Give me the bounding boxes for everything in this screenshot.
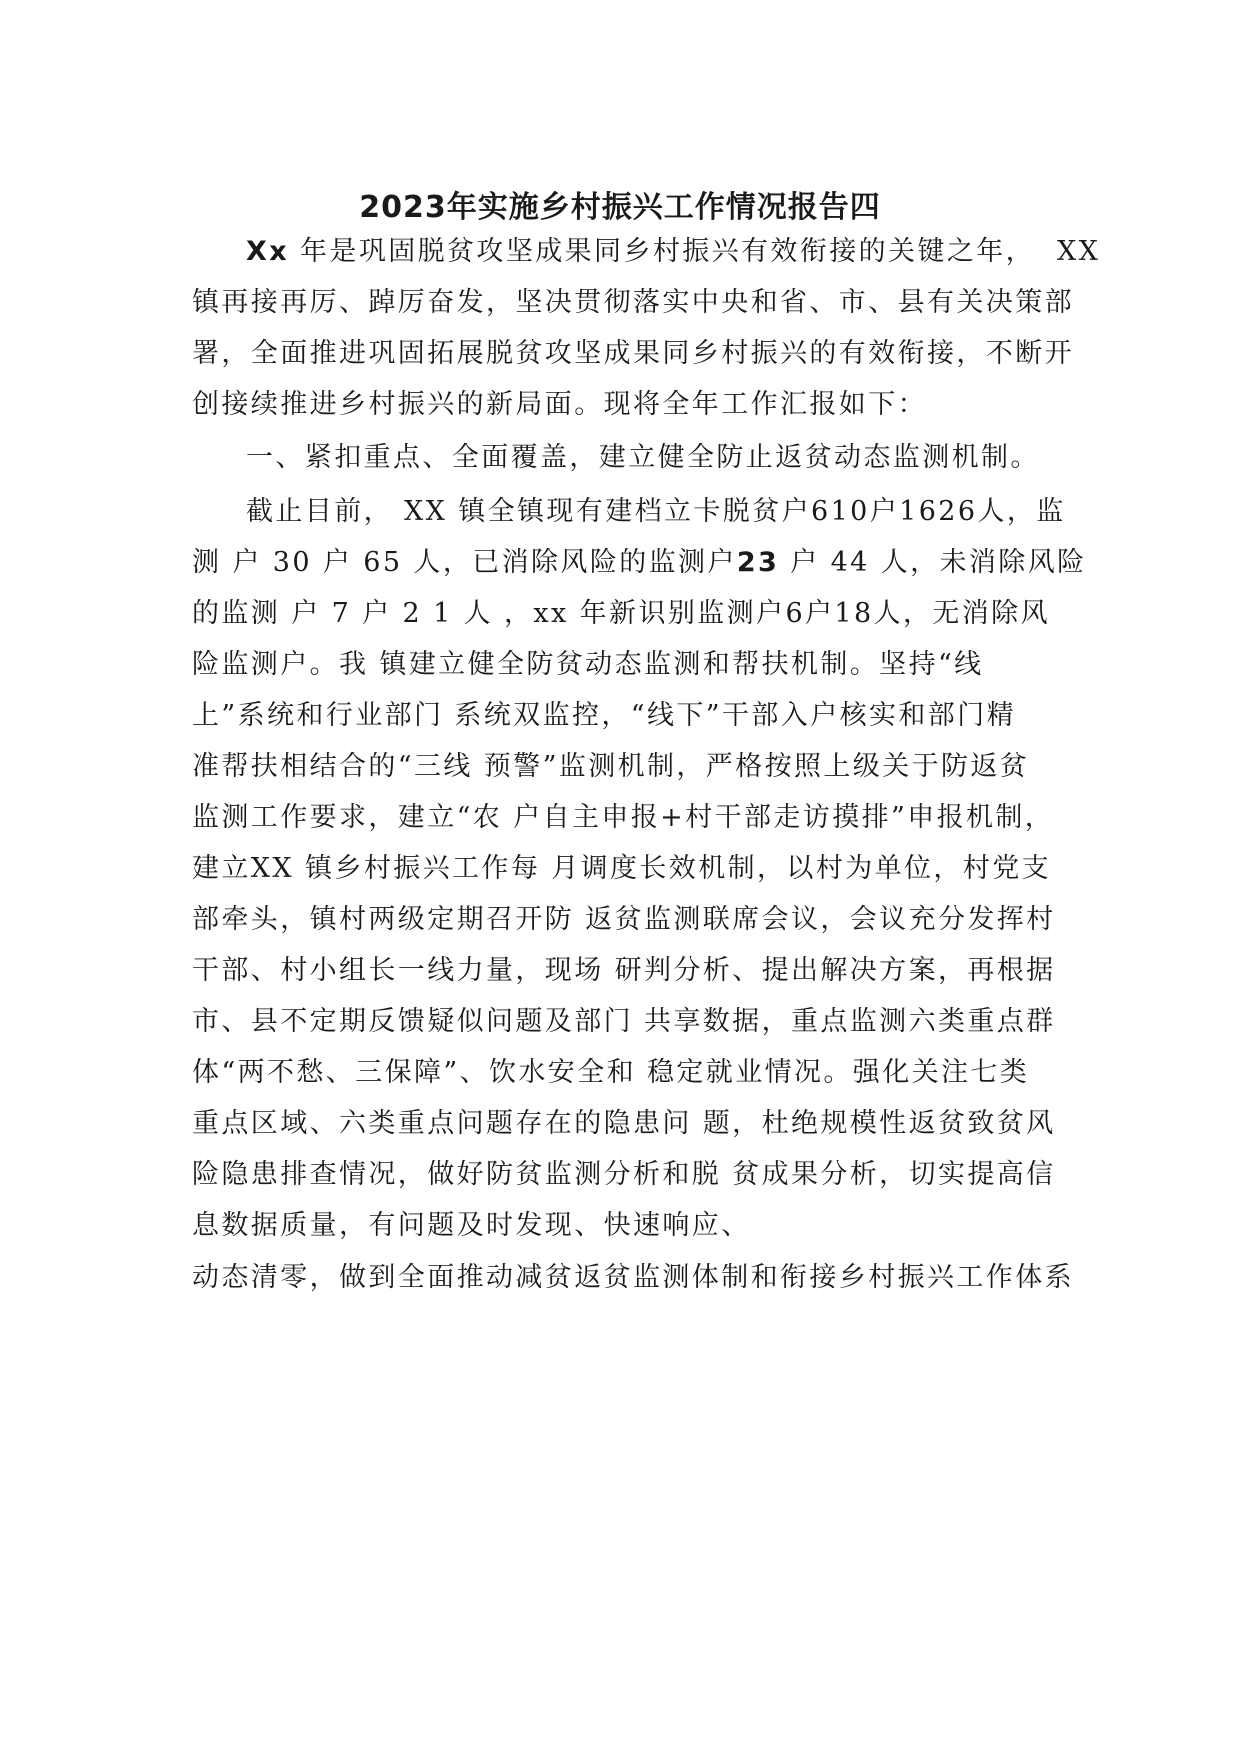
paragraph-line bbox=[192, 798, 1054, 838]
paragraph-line bbox=[192, 900, 1056, 940]
paragraph-line bbox=[192, 1002, 1056, 1042]
paragraph-line bbox=[192, 645, 984, 685]
line-text: 险监测户。我 镇建立健全防贫动态监测和帮扶机制。坚持“线 bbox=[192, 649, 984, 680]
document-title: 2023年实施乡村振兴工作情况报告四 bbox=[359, 190, 881, 225]
line-text: 测 户 30 户 65 人，已消除风险的监测户 bbox=[192, 547, 737, 578]
line-text: 体“两不愁、三保障”、饮水安全和 稳定就业情况。强化关注七类 bbox=[192, 1057, 1030, 1088]
line-text: 市、县不定期反馈疑似问题及部门 共享数据，重点监测六类重点群 bbox=[192, 1006, 1056, 1037]
line-bold-text: 23 bbox=[736, 547, 780, 578]
line-text: 监测工作要求，建立“农 户自主申报+村干部走访摸排”申报机制， bbox=[192, 802, 1055, 833]
line-text: 户 44 人，未消除风险 bbox=[779, 547, 1087, 578]
line-text: 部牵头，镇村两级定期召开防 返贫监测联席会议，会议充分发挥村 bbox=[192, 904, 1056, 935]
paragraph-line bbox=[192, 1155, 1056, 1195]
paragraph-line bbox=[192, 385, 927, 425]
paragraph-line bbox=[192, 951, 1056, 991]
line-text: 镇再接再厉、踔厉奋发，坚决贯彻落实中央和省、市、县有关决策部 bbox=[192, 287, 1074, 318]
paragraph-line bbox=[246, 492, 1066, 532]
paragraph-line bbox=[192, 543, 1087, 583]
paragraph-line bbox=[192, 849, 1051, 889]
line-text: 息数据质量，有问题及时发现、快速响应、 bbox=[192, 1210, 751, 1241]
paragraph-line bbox=[192, 594, 1050, 634]
line-text: 险隐患排查情况，做好防贫监测分析和脱 贫成果分析，切实提高信 bbox=[192, 1159, 1056, 1190]
section-heading bbox=[246, 438, 1040, 478]
line-text: 干部、村小组长一线力量，现场 研判分析、提出解决方案，再根据 bbox=[192, 955, 1056, 986]
line-text: 准帮扶相结合的“三线 预警”监测机制，严格按照上级关于防返贫 bbox=[192, 751, 1030, 782]
line-text: 年是巩固脱贫攻坚成果同乡村振兴有效衔接的关键之年， XX bbox=[289, 236, 1101, 267]
line-text: 创接续推进乡村振兴的新局面。现将全年工作汇报如下： bbox=[192, 389, 927, 420]
line-text: 一、紧扣重点、全面覆盖，建立健全防止返贫动态监测机制。 bbox=[246, 442, 1040, 473]
paragraph-line bbox=[192, 1206, 751, 1246]
paragraph-line bbox=[192, 1258, 1074, 1298]
paragraph-line bbox=[192, 1053, 1029, 1093]
line-text: 重点区域、六类重点问题存在的隐患问 题，杜绝规模性返贫致贫风 bbox=[192, 1108, 1056, 1139]
line-text: 署，全面推进巩固拓展脱贫攻坚成果同乡村振兴的有效衔接，不断开 bbox=[192, 338, 1074, 369]
paragraph-line bbox=[192, 1104, 1056, 1144]
line-text: 建立XX 镇乡村振兴工作每 月调度长效机制，以村为单位，村党支 bbox=[192, 853, 1052, 884]
paragraph-line bbox=[192, 747, 1029, 787]
paragraph-line bbox=[192, 334, 1074, 374]
line-bold-text: Xx bbox=[246, 236, 290, 267]
line-text: 动态清零，做到全面推动减贫返贫监测体制和衔接乡村振兴工作体系 bbox=[192, 1262, 1074, 1293]
paragraph-line bbox=[246, 232, 1100, 272]
line-text: 的监测 户 7 户 2 1 人 ，xx 年新识别监测户6户18人，无消除风 bbox=[192, 598, 1050, 629]
paragraph-line bbox=[192, 283, 1074, 323]
line-text: 上”系统和行业部门 系统双监控，“线下”干部入户核实和部门精 bbox=[192, 700, 1016, 731]
paragraph-line bbox=[192, 696, 1016, 736]
line-text: 截止目前， XX 镇全镇现有建档立卡脱贫户610户1626人，监 bbox=[246, 496, 1066, 527]
